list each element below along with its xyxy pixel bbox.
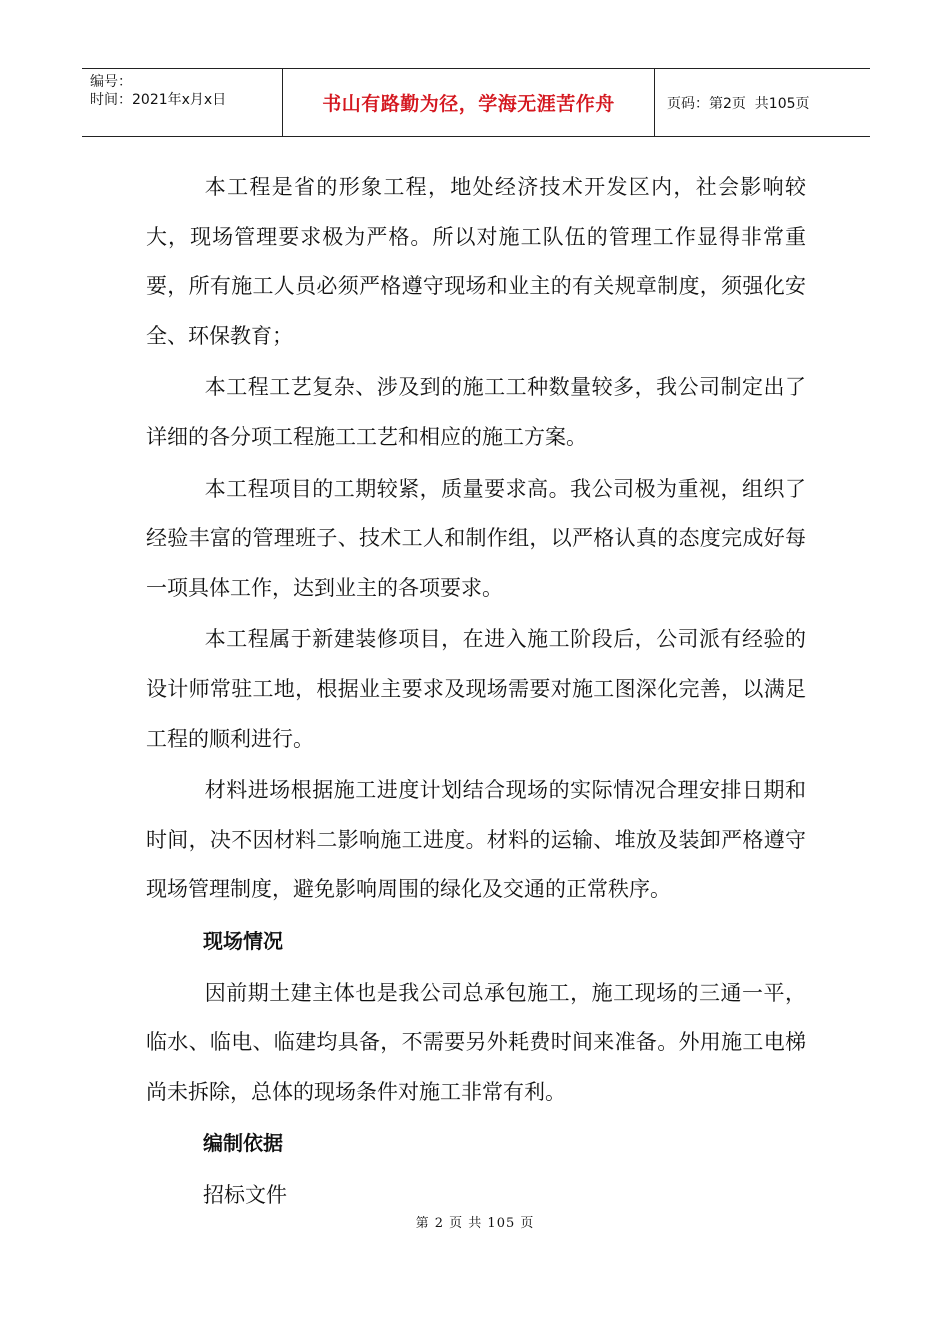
site-paragraph: 因前期土建主体也是我公司总承包施工，施工现场的三通一平，临水、临电、临建均具备，不需要另外耗费时间来准备。外用施工电梯尚未拆除，总体的现场条件对施工非常有利。 [146,980,806,1104]
header-page-cell [655,69,870,136]
basis-item: 招标文件 [203,1182,287,1207]
section-heading-site: 现场情况 [203,928,283,953]
page-footer [0,1212,950,1231]
body-paragraph: 材料进场根据施工进度计划结合现场的实际情况合理安排日期和时间，决不因材料二影响施工进度。材料的运输、堆放及装卸严格遵守现场管理制度，避免影响周围的绿化及交通的正常秩序。 [146,778,806,902]
body-paragraph: 本工程项目的工期较紧，质量要求高。我公司极为重视，组织了经验丰富的管理班子、技术工人和制作组，以严格认真的态度完成好每一项具体工作，达到业主的各项要求。 [146,476,806,600]
header-page-number: 页码：第2页 共105页 [667,95,810,112]
document-time-label: 时间：2021年x月x日 [90,92,227,108]
header-motto: 书山有路勤为径，学海无涯苦作舟 [322,93,615,115]
section-heading-basis: 编制依据 [203,1131,283,1156]
body-paragraph: 本工程属于新建装修项目，在进入施工阶段后，公司派有经验的设计师常驻工地，根据业主要求及现场需要对施工图深化完善，以满足工程的顺利进行。 [146,627,806,751]
body-paragraph: 本工程是省的形象工程，地处经济技术开发区内，社会影响较大，现场管理要求极为严格。所以对施工队伍的管理工作显得非常重要，所有施工人员必须严格遵守现场和业主的有关规章制度，须强化安全、环保教育； [146,175,806,348]
footer-page-number: 第 2 页 共 105 页 [415,1216,535,1231]
header-meta [82,69,283,136]
document-body [146,163,806,1220]
document-number-label: 编号： [90,74,132,90]
header-motto-cell [283,69,655,136]
page-header [82,68,870,137]
body-paragraph: 本工程工艺复杂、涉及到的施工工种数量较多，我公司制定出了详细的各分项工程施工工艺和相应的施工方案。 [146,375,806,449]
